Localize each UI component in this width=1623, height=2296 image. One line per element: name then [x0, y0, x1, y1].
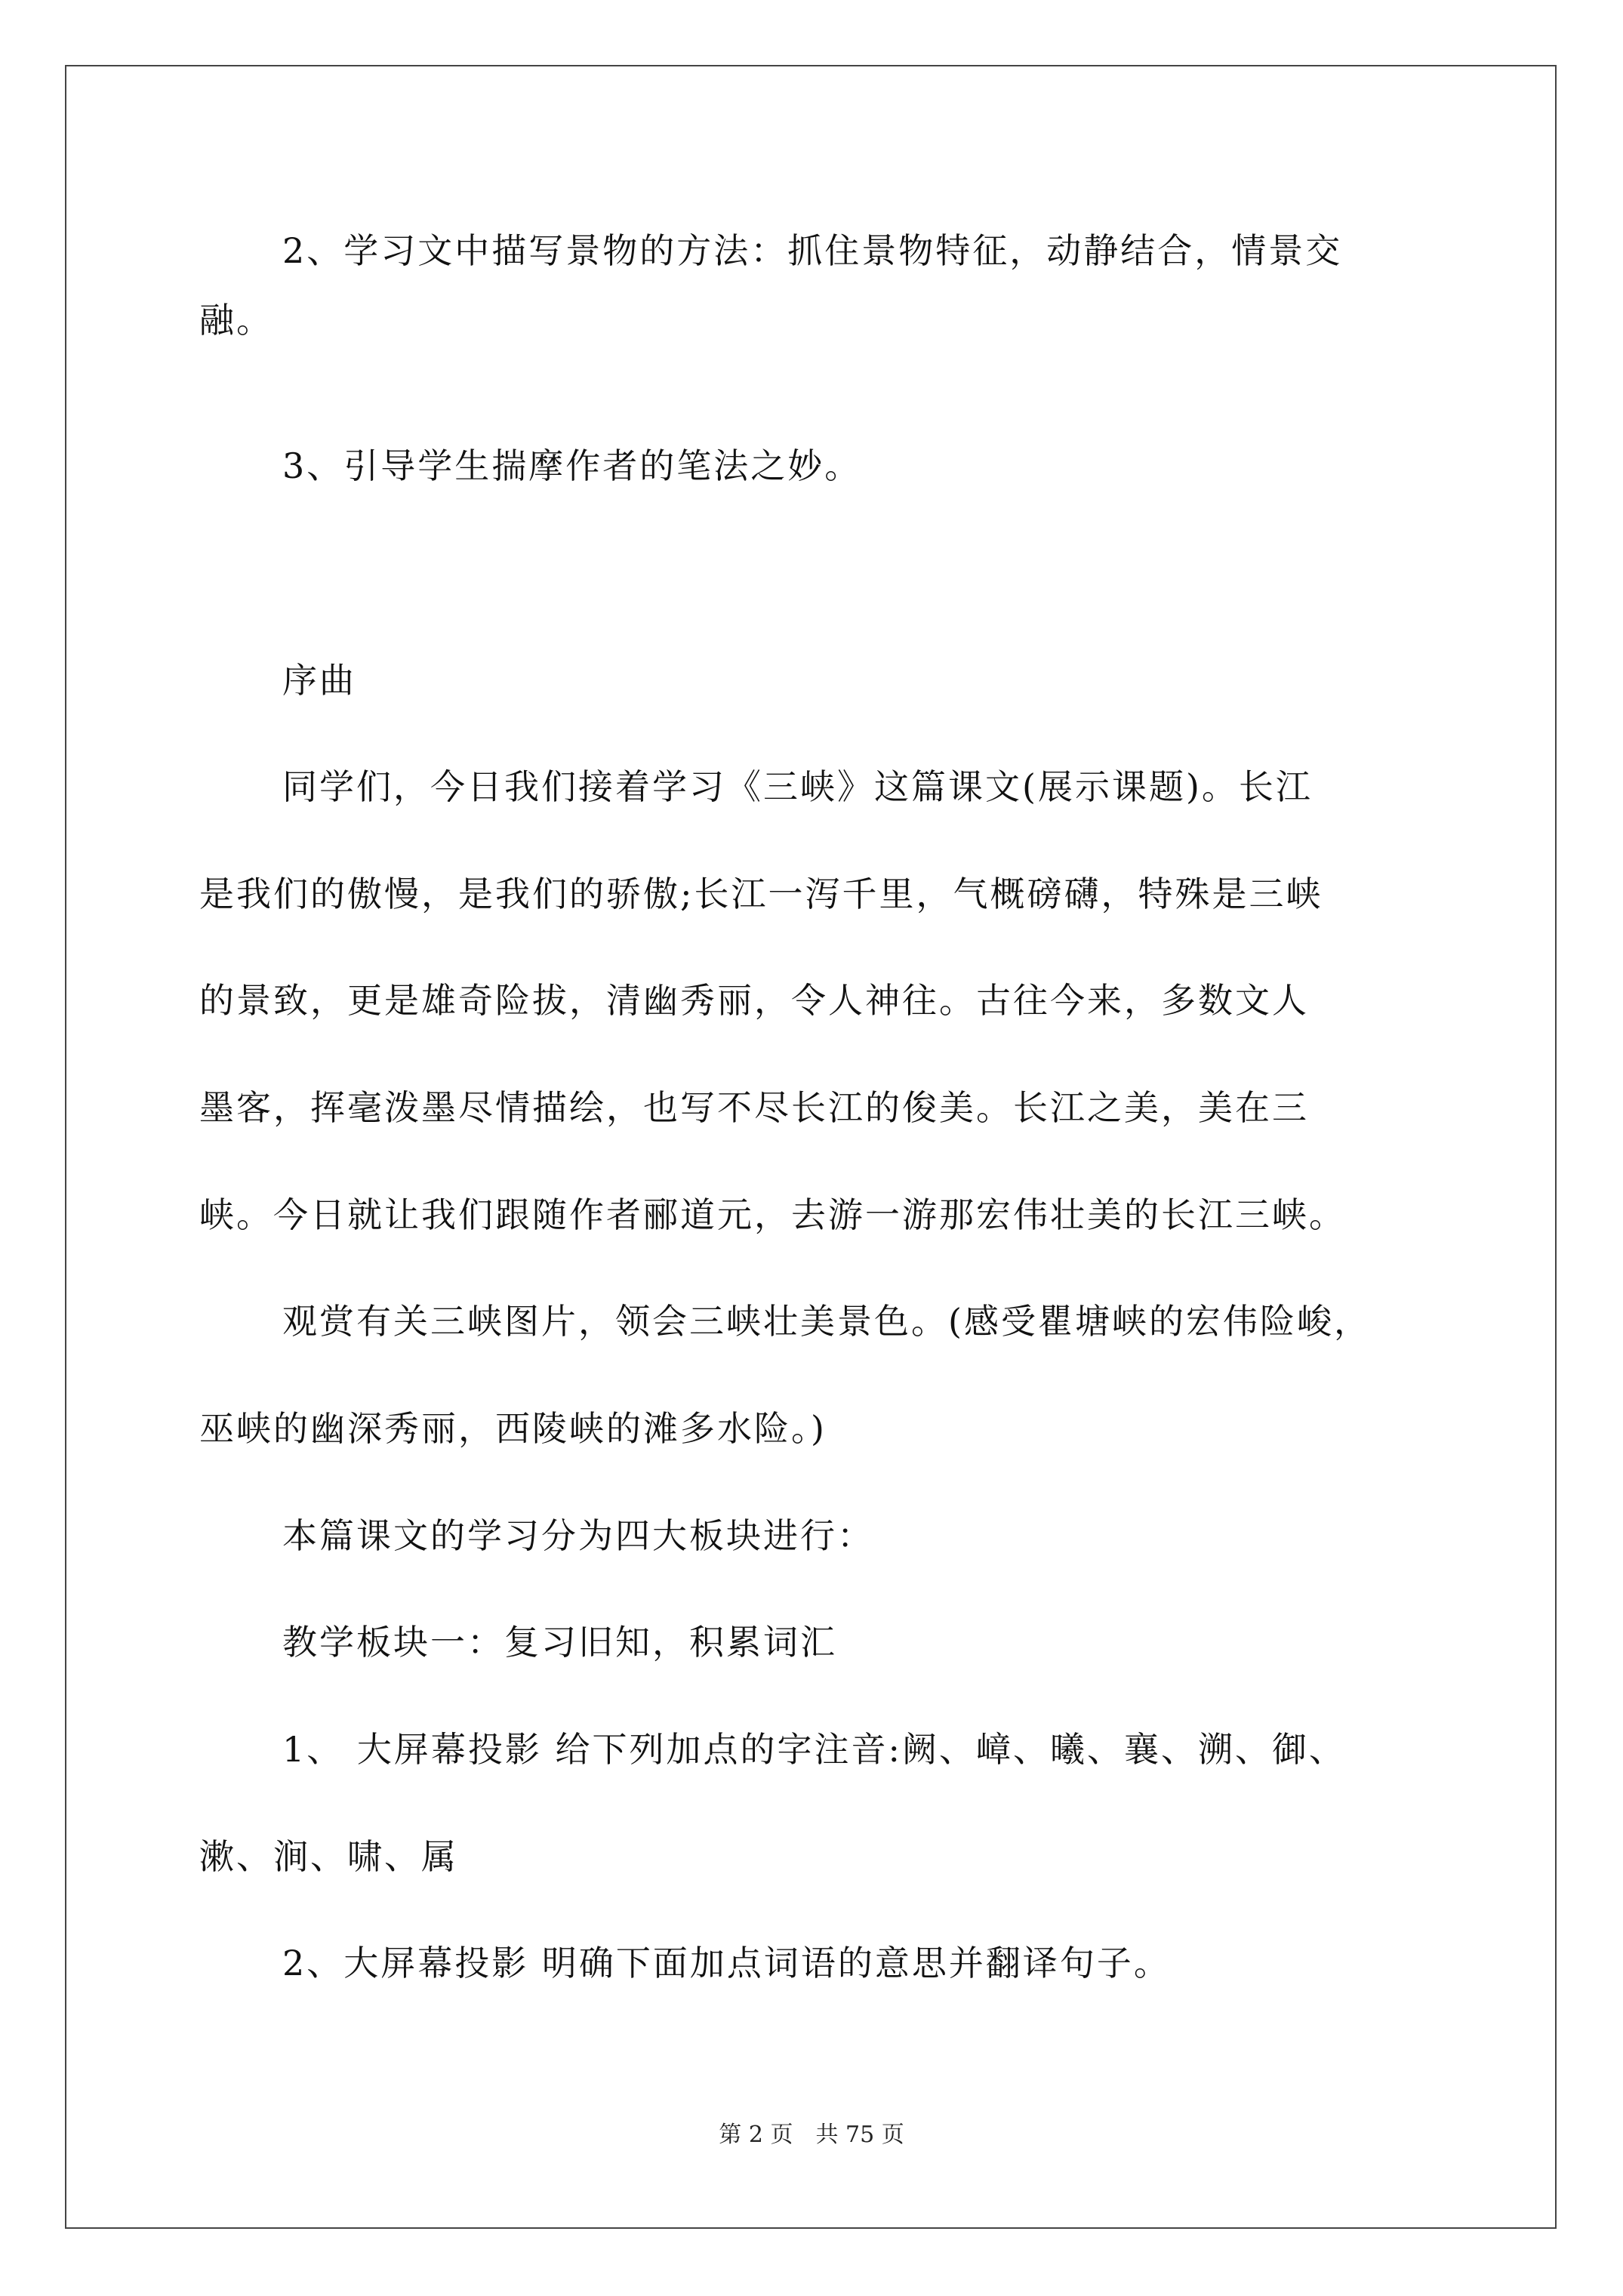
paragraph-line: 融。 — [199, 300, 273, 341]
paragraph-line: 3、引导学生揣摩作者的笔法之妙。 — [282, 445, 862, 486]
paragraph-line: 的景致，更是雄奇险拔，清幽秀丽，令人神往。古往今来，多数文人 — [199, 980, 1309, 1021]
section-heading: 序曲 — [282, 660, 356, 701]
paragraph-line: 教学板块一：复习旧知，积累词汇 — [282, 1622, 837, 1663]
paragraph-line: 1、 大屏幕投影 给下列加点的字注音:阙、嶂、曦、襄、溯、御、 — [282, 1729, 1347, 1770]
paragraph-line: 观赏有关三峡图片，领会三峡壮美景色。(感受瞿塘峡的宏伟险峻， — [282, 1301, 1371, 1342]
paragraph-line: 墨客，挥毫泼墨尽情描绘，也写不尽长江的俊美。长江之美，美在三 — [199, 1087, 1309, 1128]
page-border — [65, 65, 1557, 2229]
paragraph-line: 漱、涧、啸、属 — [199, 1836, 458, 1877]
paragraph-line: 巫峡的幽深秀丽，西陵峡的滩多水险。) — [199, 1408, 827, 1449]
paragraph-line: 同学们，今日我们接着学习《三峡》这篇课文(展示课题)。长江 — [282, 766, 1313, 807]
paragraph-line: 2、学习文中描写景物的方法：抓住景物特征，动静结合，情景交 — [282, 230, 1343, 271]
paragraph-line: 峡。今日就让我们跟随作者郦道元，去游一游那宏伟壮美的长江三峡。 — [199, 1194, 1346, 1235]
page-number: 第 2 页 共 75 页 — [719, 2122, 904, 2148]
paragraph-line: 是我们的傲慢，是我们的骄傲;长江一泻千里，气概磅礴，特殊是三峡 — [199, 874, 1323, 914]
paragraph-line: 本篇课文的学习分为四大板块进行： — [282, 1515, 874, 1556]
paragraph-line: 2、大屏幕投影 明确下面加点词语的意思并翻译句子。 — [282, 1943, 1171, 1983]
